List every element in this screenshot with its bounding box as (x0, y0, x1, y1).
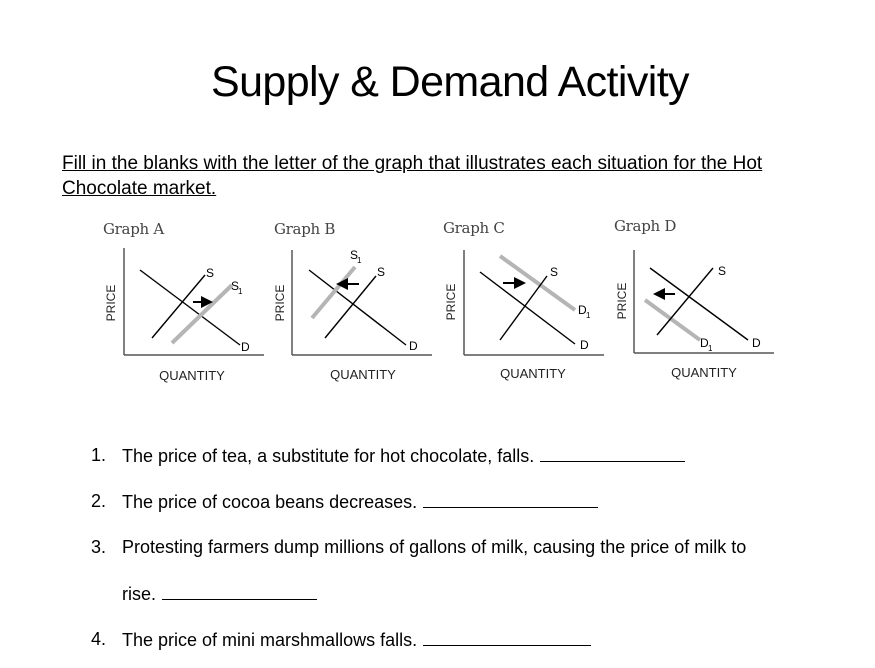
graph-c-price-label: PRICE (444, 283, 458, 321)
graph-a-s1-label: S (231, 279, 240, 293)
graph-b-d-label: D (409, 339, 418, 353)
graph-c-supply-curve (500, 276, 547, 340)
graph-c-d1-label: D (578, 303, 587, 317)
graph-c-d1-subscript: 1 (586, 311, 591, 320)
graph-a-d-label: D (241, 340, 250, 354)
question-1-number: 1. (91, 445, 107, 465)
graph-a-s-label: S (206, 266, 215, 280)
graph-b-price-label: PRICE (273, 284, 287, 322)
instructions: Fill in the blanks with the letter of the graph that illustrates each situation for the Hot Chocolate market. (62, 153, 763, 199)
graph-b (273, 248, 432, 382)
graph-b-s1-label: S (350, 248, 359, 262)
graph-b-s1-subscript: 1 (357, 256, 362, 265)
graph-b-quantity-label: QUANTITY (330, 367, 396, 382)
question-1-text: The price of tea, a substitute for hot chocolate, falls. (122, 446, 535, 466)
graph-c-s-label: S (550, 265, 559, 279)
question-2-text: The price of cocoa beans decreases. (122, 492, 418, 512)
question-3 (91, 537, 747, 558)
graph-a-title: Graph A (103, 220, 164, 238)
question-3-continuation (122, 583, 317, 605)
graph-a-quantity-label: QUANTITY (159, 368, 225, 383)
graph-a (104, 248, 264, 383)
graph-c-quantity-label: QUANTITY (500, 366, 566, 381)
question-3-number: 3. (91, 537, 107, 557)
graph-d (615, 250, 774, 380)
graph-d-price-label: PRICE (615, 282, 629, 320)
graph-c (444, 250, 604, 381)
question-1 (91, 445, 535, 466)
graph-c-demand-curve (480, 272, 575, 344)
graph-a-s1-subscript: 1 (238, 287, 243, 296)
page-title: Supply & Demand Activity (211, 58, 689, 106)
graph-b-s-label: S (377, 265, 386, 279)
graph-d-s-label: S (718, 264, 727, 278)
graph-d-demand-curve (650, 268, 748, 340)
graph-d-supply-curve (657, 268, 713, 335)
answer-blank-1[interactable] (540, 445, 685, 462)
graph-c-title: Graph C (443, 219, 505, 237)
question-3-text: Protesting farmers dump millions of gallons of milk, causing the price of milk to (122, 537, 747, 557)
question-2-number: 2. (91, 491, 107, 511)
graph-a-supply-shift-curve (172, 285, 232, 343)
graph-b-demand-curve (309, 270, 406, 345)
graph-b-supply-curve (325, 276, 376, 338)
graph-d-demand-shift-curve (645, 300, 700, 340)
answer-blank-4[interactable] (423, 629, 591, 646)
graph-d-quantity-label: QUANTITY (671, 365, 737, 380)
graph-c-d-label: D (580, 338, 589, 352)
graph-d-d-label: D (752, 336, 761, 350)
question-2 (91, 491, 418, 512)
answer-blank-3[interactable] (162, 583, 317, 600)
question-4 (91, 629, 418, 650)
answer-blank-2[interactable] (423, 491, 598, 508)
graph-d-d1-subscript: 1 (708, 344, 713, 353)
question-4-text: The price of mini marshmallows falls. (122, 630, 418, 650)
graph-d-title: Graph D (614, 217, 677, 235)
graph-b-title: Graph B (274, 220, 336, 238)
graph-a-price-label: PRICE (104, 284, 118, 322)
graph-d-d1-label: D (700, 336, 709, 350)
question-3-continuation-text: rise. (122, 584, 157, 604)
question-4-number: 4. (91, 629, 107, 649)
